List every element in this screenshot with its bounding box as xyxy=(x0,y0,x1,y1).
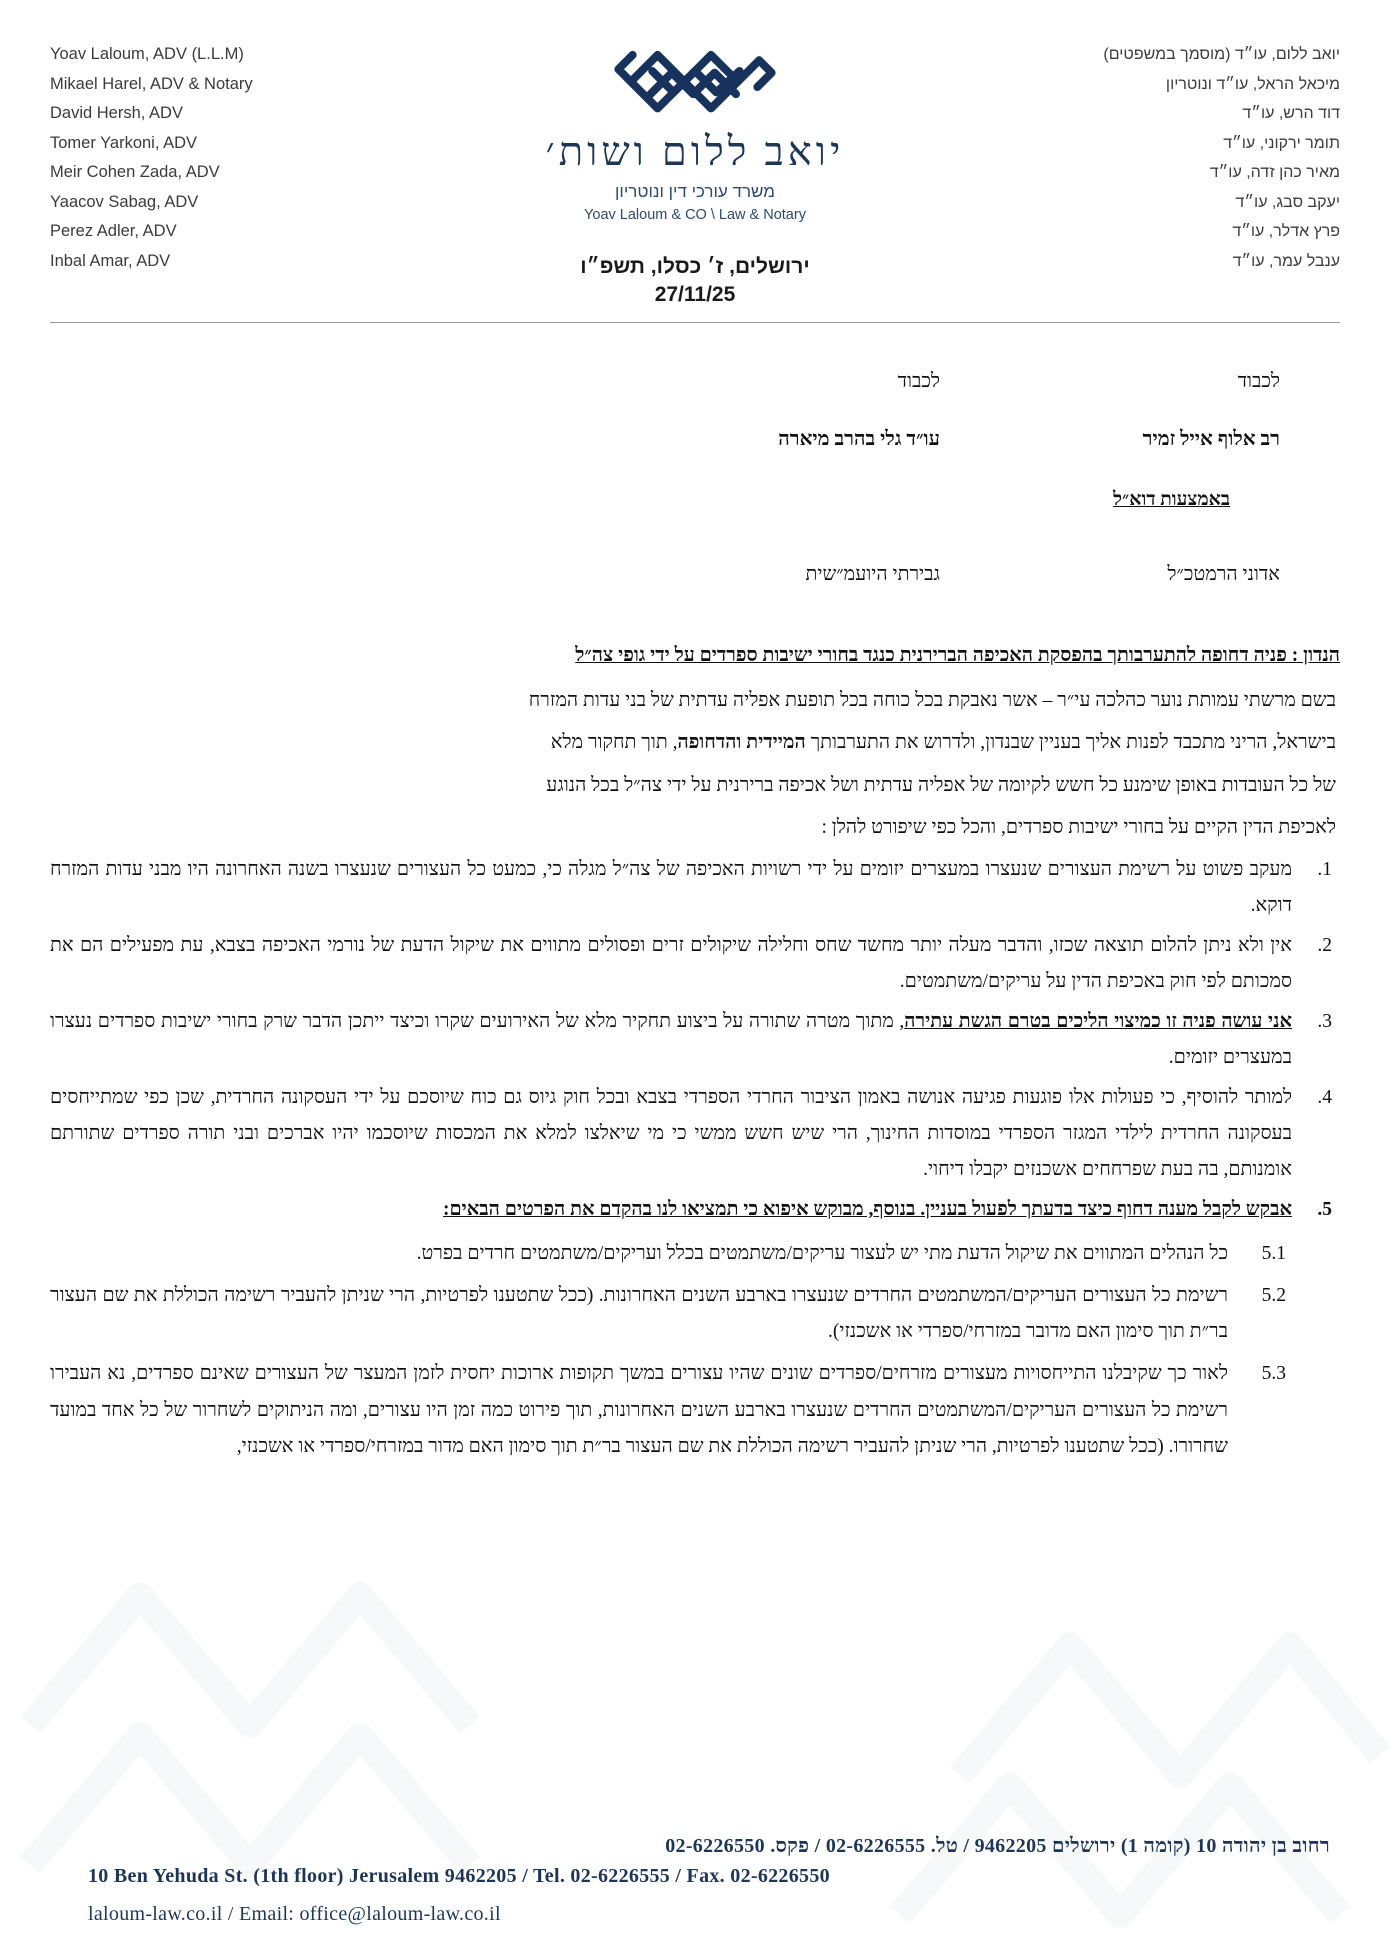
list-item-text: אין ולא ניתן להלום תוצאה שכזו, והדבר מעלה יותר מחשד שחס וחלילה שיקולים זרים ופסולים מתווים את שיקול הדעת של נורמי האכיפה בצבא, עת מפעילים הם את סמכותם לפי חוק באכיפת הדין על עריקים/משתמטים. xyxy=(50,934,1292,992)
intro-paragraph-line-3: של כל העובדות באופן שימנע כל חשש לקיומה של אפליה עדתית ושל אכיפה ברירנית על ידי צה״ל בכל הנוגע xyxy=(546,774,1336,796)
lawyer-name-he: יעקב סבג, עו״ד xyxy=(1235,193,1340,211)
intro-paragraph-line-2 xyxy=(50,725,1340,761)
sub-list-item-text: רשימת כל העצורים העריקים/המשתמטים החרדים שנעצרו בארבע השנים האחרונות. (ככל שתטענו לפרטיות, הרי שניתן להעביר רשימה הכוללת את שם העצור בר״ת תוך סימון האם מדובר במזרחי/ספרדי או אשכנזי). xyxy=(50,1285,1228,1343)
letter-body xyxy=(50,365,1340,1465)
sub-list-item xyxy=(50,1278,1292,1350)
header-divider xyxy=(50,322,1340,323)
list-item xyxy=(50,852,1340,924)
intro-paragraph-line-1: בשם מרשתי עמותת נוער כהלכה עי״ר – אשר נאבקת בכל כוחה בכל תופעת אפליה עדתית של בני עדות המזרח xyxy=(528,690,1336,712)
list-item-text: אבקש לקבל מענה דחוף כיצד בדעתך לפעול בעניין. בנוסף, מבוקש איפוא כי תמציאו לנו בהקדם את הפרטים הבאים: xyxy=(442,1199,1292,1221)
addressee-label: לכבוד xyxy=(897,371,940,392)
lawyer-name-en: Meir Cohen Zada, ADV xyxy=(50,163,220,181)
lawyers-list-hebrew xyxy=(1010,26,1340,276)
firm-name-hebrew: יואב ללום ושות׳ xyxy=(545,129,845,174)
intro-text-a: בישראל, הריני מתכבד לפנות אליך בעניין שבנדון, ולדרוש את התערבותך xyxy=(805,732,1336,754)
footer-web-email: laloum-law.co.il / Email: office@laloum-law.co.il xyxy=(88,1903,501,1925)
addressee-secondary xyxy=(640,365,940,457)
lawyer-name-he: מאיר כהן זדה, עו״ד xyxy=(1209,164,1340,181)
lawyer-name-he: מיכאל הראל, עו״ד ונוטריון xyxy=(1165,75,1340,93)
interlocking-knot-logo-icon xyxy=(605,30,785,128)
intro-text-c: , תוך תחקור מלא xyxy=(550,732,678,754)
list-item-emphasis: אני עושה פניה זו כמיצוי הליכים בטרם הגשת עתירה xyxy=(904,1010,1292,1032)
lawyer-name-en: Tomer Yarkoni, ADV xyxy=(50,133,198,152)
firm-subtitle-hebrew: משרד עורכי דין ונוטריון xyxy=(615,181,775,201)
list-item xyxy=(50,1004,1340,1076)
letterhead-header xyxy=(50,26,1340,306)
intro-text-emphasis: המיידית והדחופה xyxy=(677,732,806,754)
salutation-secondary: גבירתי היועמ״שית xyxy=(805,564,940,585)
firm-logo-block xyxy=(380,26,1010,308)
list-item xyxy=(50,1192,1340,1464)
letterhead-footer xyxy=(0,1831,1400,1929)
requested-details-list xyxy=(50,1236,1292,1464)
letter-date xyxy=(380,253,1010,308)
lawyer-name-he: יואב ללום, עו״ד (מוסמך במשפטים) xyxy=(1103,46,1340,63)
date-numeric: 27/11/25 xyxy=(654,282,736,306)
lawyer-name-en: Yaacov Sabag, ADV xyxy=(50,192,199,211)
addressee-primary xyxy=(980,365,1280,457)
addressee-label: לכבוד xyxy=(1237,371,1280,392)
lawyer-name-he: ענבל עמר, עו״ד xyxy=(1232,252,1340,270)
delivery-method: באמצעות דוא״ל xyxy=(1113,489,1230,511)
numbered-claims-list xyxy=(50,852,1340,1465)
list-item xyxy=(50,1080,1340,1188)
lawyers-list-english xyxy=(50,26,380,276)
list-item xyxy=(50,928,1340,1000)
lawyer-name-he: דוד הרש, עו״ד xyxy=(1242,105,1340,122)
sub-list-item xyxy=(50,1356,1292,1464)
addressee-block xyxy=(50,365,1340,457)
lawyer-name-he: פרץ אדלר, עו״ד xyxy=(1232,223,1340,240)
list-item-text: מעקב פשוט על רשימת העצורים שנעצרו במעצרים יזומים על ידי רשויות האכיפה של צה״ל מגלה כי, כמעט כל העצורים שנעצרו בשנה האחרונה היו מבני עדות המזרח דוקא. xyxy=(50,858,1292,916)
salutation-block xyxy=(50,558,1340,593)
lawyer-name-he: תומר ירקוני, עו״ד xyxy=(1223,134,1340,152)
lawyer-name-en: Yoav Laloum, ADV (L.L.M) xyxy=(50,45,244,63)
sub-list-item xyxy=(50,1236,1292,1272)
footer-address-english: 10 Ben Yehuda St. (1th floor) Jerusalem 9462205 / Tel. 02-6226555 / Fax. 02-6226550 xyxy=(88,1865,830,1887)
footer-address-hebrew: רחוב בן יהודה 10 (קומה 1) ירושלים 9462205 / טל. 02-6226555 / פקס. 02-6226550 xyxy=(665,1835,1330,1857)
letter-subject: הנדון : פניה דחופה להתערבותך בהפסקת האכיפה הברירנית כנגד בחורי ישיבות ספרדים על ידי גופי צה״ל xyxy=(575,644,1340,666)
firm-subtitle-english: Yoav Laloum & CO \ Law & Notary xyxy=(584,206,806,223)
salutation-primary: אדוני הרמטכ״ל xyxy=(1167,564,1280,585)
lawyer-name-en: Perez Adler, ADV xyxy=(50,222,177,240)
lawyer-name-en: Mikael Harel, ADV & Notary xyxy=(50,74,253,93)
addressee-name: רב אלוף אייל זמיר xyxy=(1142,427,1280,450)
intro-paragraph-line-4: לאכיפת הדין הקיים על בחורי ישיבות ספרדים, והכל כפי שיפורט להלן : xyxy=(821,816,1336,838)
sub-list-item-text: כל הנהלים המתווים את שיקול הדעת מתי יש לעצור עריקים/משתמטים בכלל ועריקים/משתמטים חרדים בפרט. xyxy=(416,1243,1228,1265)
lawyer-name-en: David Hersh, ADV xyxy=(50,104,183,122)
date-hebrew: ירושלים, ז׳ כסלו, תשפ״ו xyxy=(580,254,810,278)
sub-list-item-text: לאור כך שקיבלנו התייחסויות מעצורים מזרחים/ספרדים שונים שהיו עצורים במשך תקופות ארוכות יחסית לזמן המעצר של העצורים שאינם ספרדים, נא העבירו רשימת כל העצורים העריקים/המשתמטים החרדים שנעצרו בארבע השנים האחרונות, תוך פירוט כמה זמן היו עצורים, ומה הניתוקים לשחרור של כל אחד במועד שחרורו. (ככל שתטענו לפרטיות, הרי שניתן להעביר רשימה הכוללת את שם העצור בר״ת תוך סימון האם מדור במזרחי/ספרדי או אשכנזי, xyxy=(50,1363,1228,1457)
list-item-text: למותר להוסיף, כי פעולות אלו פוגעות פגיעה אנושה באמון הציבור החרדי הספרדי בצבא ובכל חוק גיוס גם כוח שיוסכם על ידי העסקונה החרדית, שכן כפי שמתייחסים בעסקונה החרדית לילדי המגזר הספרדי במוסדות החינוך, הרי שיש חשש ממשי כי מי שיאלצו למלא את המכסות שיוסכמו יהיו אברכים ובני תורה ספרדים שתורתם אומנותם, בה בעת שפרחחים אשכנזים יקבלו דיחוי. xyxy=(50,1087,1292,1181)
lawyer-name-en: Inbal Amar, ADV xyxy=(50,251,171,270)
addressee-name: עו״ד גלי בהרב מיארה xyxy=(778,427,940,450)
list-item-text: , מתוך מטרה שתורה על ביצוע תחקיר מלא של האירועים שקרו וכיצד ייתכן הדבר שרק בחורי ישיבות ספרדים נעצרו במעצרים יזומים. xyxy=(50,1010,1292,1068)
